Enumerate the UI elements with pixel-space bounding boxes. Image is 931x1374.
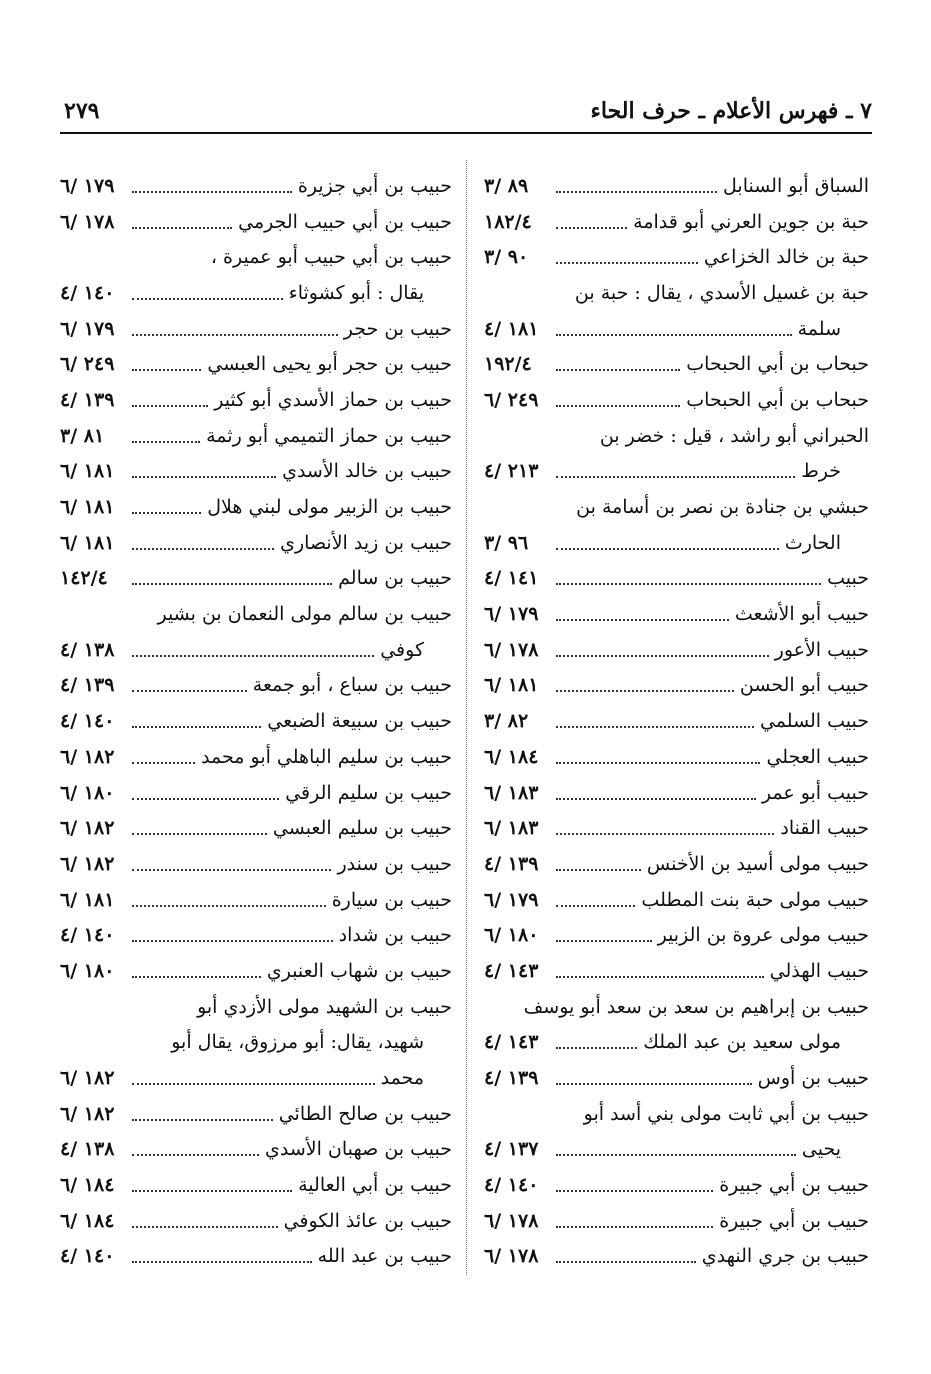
index-entry bbox=[60, 561, 452, 597]
entry-reference: ١٨٢ /٦ bbox=[60, 1067, 115, 1090]
dot-leader bbox=[556, 191, 717, 193]
dot-leader bbox=[132, 1119, 273, 1121]
entry-reference: ١٣٨ /٤ bbox=[60, 638, 115, 661]
entry-name: حبيب بن سليم الباهلي أبو محمد bbox=[201, 745, 452, 768]
entry-reference: ١٧٩ /٦ bbox=[484, 888, 539, 911]
entry-name: حبة بن خالد الخزاعي bbox=[703, 246, 869, 269]
dot-leader bbox=[132, 869, 331, 871]
entry-reference: ١٧٨ /٦ bbox=[60, 210, 115, 233]
index-entry bbox=[484, 1060, 869, 1096]
entry-name: حبيب بن شهاب العنبري bbox=[266, 959, 452, 982]
index-entry bbox=[60, 239, 452, 275]
dot-leader bbox=[556, 798, 756, 800]
entry-name: حبيب الأعور bbox=[774, 638, 869, 661]
index-entry bbox=[60, 311, 452, 347]
index-entry bbox=[60, 454, 452, 490]
index-entry bbox=[484, 525, 869, 561]
index-entry bbox=[484, 810, 869, 846]
dot-leader bbox=[556, 548, 779, 550]
dot-leader bbox=[556, 227, 627, 229]
entry-name: حبيب بن أبي ثابت مولى بني أسد أبو bbox=[583, 1102, 869, 1125]
entry-name: حبيب بن أبي جبيرة bbox=[719, 1174, 869, 1197]
entry-name: حبيب بن أبي العالية bbox=[298, 1174, 452, 1197]
entry-reference: ٢٤٩ /٦ bbox=[60, 353, 115, 376]
index-entry bbox=[484, 204, 869, 240]
index-entry bbox=[60, 668, 452, 704]
entry-name: حبة بن جوين العرني أبو قدامة bbox=[633, 210, 869, 233]
entry-name: حبيب بن أبي حبيب أبو عميرة ، bbox=[210, 246, 452, 269]
entry-name: حبيب bbox=[827, 567, 869, 590]
dot-leader bbox=[132, 583, 332, 585]
index-entry bbox=[484, 311, 869, 347]
dot-leader bbox=[556, 762, 760, 764]
dot-leader bbox=[556, 690, 734, 692]
entry-reference: ١٤٠ /٤ bbox=[60, 281, 115, 304]
entry-name: حبيب بن الشهيد مولى الأزدي أبو bbox=[197, 995, 452, 1018]
entry-name: حبيب بن حجر bbox=[343, 317, 452, 340]
index-entry bbox=[60, 1025, 452, 1061]
dot-leader bbox=[556, 905, 635, 907]
dot-leader bbox=[132, 334, 338, 336]
index-entry bbox=[60, 1132, 452, 1168]
entry-reference: ١٨٢/٤ bbox=[484, 210, 532, 233]
entry-reference: ١٧٨ /٦ bbox=[484, 638, 539, 661]
entry-reference: ١٧٨ /٦ bbox=[484, 1245, 539, 1268]
index-entry bbox=[60, 882, 452, 918]
entry-reference: ١٣٧ /٤ bbox=[484, 1138, 539, 1161]
entry-reference: ٨٢ /٣ bbox=[484, 710, 529, 733]
entry-name: حبيب بن شداد bbox=[338, 924, 452, 947]
entry-name: حبيب أبو الأشعث bbox=[734, 603, 869, 626]
index-entry bbox=[484, 882, 869, 918]
entry-name: حبيب العجلي bbox=[766, 745, 869, 768]
entry-reference: ١٨١ /٦ bbox=[60, 460, 115, 483]
dot-leader bbox=[556, 1226, 713, 1228]
entry-reference: ٨٩ /٣ bbox=[484, 174, 529, 197]
entry-name: حبيب بن الزبير مولى لبني هلال bbox=[207, 496, 452, 519]
entry-reference: ١٤٣ /٤ bbox=[484, 1031, 539, 1054]
entry-name: حبيب بن سليم العبسي bbox=[272, 817, 452, 840]
entry-reference: ١٨٠ /٦ bbox=[60, 959, 115, 982]
dot-leader bbox=[556, 619, 729, 621]
entry-reference: ١٧٩ /٦ bbox=[60, 317, 115, 340]
index-entry bbox=[60, 275, 452, 311]
index-entry bbox=[60, 917, 452, 953]
dot-leader bbox=[556, 726, 754, 728]
entry-name: حبيب بن سبيعة الضبعي bbox=[267, 710, 452, 733]
dot-leader bbox=[132, 548, 274, 550]
index-entry bbox=[484, 1167, 869, 1203]
dot-leader bbox=[556, 869, 641, 871]
entry-name: حبيب بن إبراهيم بن سعد بن سعد أبو يوسف bbox=[523, 995, 869, 1018]
dot-leader bbox=[132, 690, 247, 692]
entry-reference: ١٣٨ /٤ bbox=[60, 1138, 115, 1161]
dot-leader bbox=[132, 191, 292, 193]
entry-name: حبيب بن جري النهدي bbox=[701, 1245, 869, 1268]
dot-leader bbox=[132, 369, 201, 371]
entry-reference: ٨١ /٣ bbox=[60, 424, 105, 447]
dot-leader bbox=[132, 726, 261, 728]
entry-name: يقال : أبو كشوثاء bbox=[288, 281, 424, 304]
dot-leader bbox=[556, 1190, 713, 1192]
dot-leader bbox=[556, 476, 795, 478]
dot-leader bbox=[132, 976, 261, 978]
entry-reference: ١٧٨ /٦ bbox=[484, 1209, 539, 1232]
index-entry bbox=[60, 525, 452, 561]
entry-reference: ١٤٣ /٤ bbox=[484, 959, 539, 982]
dot-leader bbox=[556, 1261, 696, 1263]
entry-reference: ١٧٩ /٦ bbox=[60, 174, 115, 197]
entry-name: حبيب بن أوس bbox=[757, 1067, 869, 1090]
dot-leader bbox=[556, 1047, 637, 1049]
dot-leader bbox=[132, 512, 201, 514]
index-entry bbox=[484, 561, 869, 597]
entry-reference: ١٨٤ /٦ bbox=[60, 1209, 115, 1232]
entry-name: حبيب بن سليم الرقي bbox=[285, 781, 452, 804]
entry-name: خرط bbox=[801, 460, 841, 483]
entry-reference: ١٨١ /٤ bbox=[484, 317, 539, 340]
index-entry bbox=[484, 846, 869, 882]
entry-name: حبيب بن حجر أبو يحيى العبسي bbox=[207, 353, 452, 376]
entry-name: حبيب أبو عمر bbox=[761, 781, 869, 804]
index-entry bbox=[60, 989, 452, 1025]
entry-name: الحارث bbox=[784, 531, 841, 554]
entry-name: حبيب مولى حبة بنت المطلب bbox=[641, 888, 869, 911]
dot-leader bbox=[556, 1083, 752, 1085]
dot-leader bbox=[132, 1190, 292, 1192]
entry-name: حبيب بن زيد الأنصاري bbox=[280, 531, 452, 554]
entry-reference: ١٤١ /٤ bbox=[484, 567, 539, 590]
index-entry bbox=[60, 846, 452, 882]
index-entry bbox=[484, 917, 869, 953]
index-entry bbox=[484, 239, 869, 275]
entry-reference: ٩٠ /٣ bbox=[484, 246, 529, 269]
entry-reference: ٩٦ /٣ bbox=[484, 531, 529, 554]
entry-reference: ١٨٣ /٦ bbox=[484, 817, 539, 840]
index-entry bbox=[60, 1167, 452, 1203]
entry-name: حبيب بن عبد الله bbox=[317, 1245, 452, 1268]
index-entry bbox=[60, 418, 452, 454]
dot-leader bbox=[132, 940, 333, 942]
index-entry bbox=[60, 382, 452, 418]
entry-reference: ١٨١ /٦ bbox=[60, 531, 115, 554]
dot-leader bbox=[132, 405, 208, 407]
dot-leader bbox=[556, 262, 698, 264]
index-entry bbox=[60, 204, 452, 240]
dot-leader bbox=[556, 976, 764, 978]
index-entry bbox=[484, 418, 869, 454]
entry-name: حبيب مولى عروة بن الزبير bbox=[657, 924, 869, 947]
entry-name: حبيب بن حماز التميمي أبو رثمة bbox=[206, 424, 452, 447]
entry-reference: ١٤٢/٤ bbox=[60, 567, 108, 590]
page-number: ٢٧٩ bbox=[64, 98, 100, 124]
index-entry bbox=[60, 1060, 452, 1096]
dot-leader bbox=[556, 405, 680, 407]
entry-name: مولى سعيد بن عبد الملك bbox=[643, 1031, 841, 1054]
index-entry bbox=[60, 168, 452, 204]
index-entry bbox=[484, 275, 869, 311]
dot-leader bbox=[132, 762, 195, 764]
index-entry bbox=[60, 489, 452, 525]
entry-reference: ١٨٢ /٦ bbox=[60, 1102, 115, 1125]
entry-name: كوفي bbox=[380, 638, 424, 661]
index-entry bbox=[484, 346, 869, 382]
index-entry bbox=[484, 1132, 869, 1168]
index-entry bbox=[60, 703, 452, 739]
entry-name: حبيب مولى أسيد بن الأخنس bbox=[646, 852, 869, 875]
entry-reference: ١٤٠ /٤ bbox=[484, 1174, 539, 1197]
entry-reference: ١٨٢ /٦ bbox=[60, 817, 115, 840]
entry-reference: ١٨١ /٦ bbox=[60, 888, 115, 911]
entry-reference: ١٣٩ /٤ bbox=[60, 674, 115, 697]
entry-reference: ١٨٢ /٦ bbox=[60, 745, 115, 768]
index-entry bbox=[60, 739, 452, 775]
dot-leader bbox=[132, 298, 283, 300]
index-entry bbox=[60, 346, 452, 382]
entry-name: حبيب بن أبي حبيب الجرمي bbox=[238, 210, 452, 233]
dot-leader bbox=[556, 940, 652, 942]
index-entry bbox=[484, 1239, 869, 1275]
entry-name: السباق أبو السنابل bbox=[723, 174, 869, 197]
entry-name: حبيب بن حماز الأسدي أبو كثير bbox=[214, 388, 452, 411]
index-entry bbox=[484, 775, 869, 811]
entry-reference: ٢٤٩ /٦ bbox=[484, 388, 539, 411]
entry-name: حبيب بن صالح الطائي bbox=[278, 1102, 452, 1125]
dot-leader bbox=[556, 334, 792, 336]
entry-reference: ١٨١ /٦ bbox=[60, 496, 115, 519]
dot-leader bbox=[132, 227, 232, 229]
dot-leader bbox=[556, 655, 769, 657]
entry-name: حبيب أبو الحسن bbox=[739, 674, 869, 697]
dot-leader bbox=[132, 798, 279, 800]
dot-leader bbox=[556, 369, 680, 371]
index-entry bbox=[60, 1239, 452, 1275]
index-entry bbox=[484, 489, 869, 525]
entry-name: حبيب الهذلي bbox=[769, 959, 869, 982]
dot-leader bbox=[132, 476, 276, 478]
dot-leader bbox=[556, 583, 821, 585]
index-entry bbox=[484, 739, 869, 775]
entry-reference: ١٣٩ /٤ bbox=[60, 388, 115, 411]
column-divider bbox=[466, 160, 467, 1275]
entry-name: يحيى bbox=[801, 1138, 841, 1161]
dot-leader bbox=[556, 833, 774, 835]
index-entry bbox=[60, 810, 452, 846]
entry-name: حبيب بن عائذ الكوفي bbox=[283, 1209, 452, 1232]
entry-name: حبشي بن جنادة بن نصر بن أسامة بن bbox=[576, 496, 869, 519]
index-entry bbox=[60, 1203, 452, 1239]
entry-name: حبة بن غسيل الأسدي ، يقال : حبة بن bbox=[574, 281, 869, 304]
index-entry bbox=[484, 668, 869, 704]
entry-reference: ١٩٢/٤ bbox=[484, 353, 532, 376]
entry-reference: ١٧٩ /٦ bbox=[484, 603, 539, 626]
entry-name: حبيب بن سالم مولى النعمان بن بشير bbox=[157, 603, 452, 626]
entry-name: حبيب بن سالم bbox=[338, 567, 452, 590]
entry-reference: ١٤٠ /٤ bbox=[60, 710, 115, 733]
dot-leader bbox=[132, 905, 326, 907]
entry-reference: ١٨٢ /٦ bbox=[60, 852, 115, 875]
index-entry bbox=[484, 168, 869, 204]
dot-leader bbox=[132, 1261, 312, 1263]
page-header bbox=[60, 92, 872, 134]
index-column-right bbox=[484, 168, 869, 1278]
dot-leader bbox=[132, 441, 200, 443]
index-entry bbox=[484, 703, 869, 739]
entry-name: حبحاب بن أبي الحبحاب bbox=[686, 353, 869, 376]
dot-leader bbox=[132, 1226, 278, 1228]
index-entry bbox=[484, 596, 869, 632]
index-entry bbox=[484, 382, 869, 418]
entry-name: الحبراني أبو راشد ، قيل : خضر بن bbox=[599, 424, 869, 447]
entry-reference: ١٤٠ /٤ bbox=[60, 924, 115, 947]
entry-name: محمد bbox=[380, 1067, 424, 1090]
index-entry bbox=[60, 596, 452, 632]
index-entry bbox=[484, 953, 869, 989]
dot-leader bbox=[132, 833, 267, 835]
dot-leader bbox=[556, 1154, 796, 1156]
index-entry bbox=[484, 1025, 869, 1061]
index-entry bbox=[484, 1203, 869, 1239]
index-entry bbox=[484, 632, 869, 668]
entry-reference: ١٨٤ /٦ bbox=[60, 1174, 115, 1197]
index-column-left bbox=[60, 168, 452, 1278]
index-entry bbox=[484, 989, 869, 1025]
entry-reference: ١٤٠ /٤ bbox=[60, 1245, 115, 1268]
dot-leader bbox=[132, 655, 374, 657]
entry-reference: ١٣٩ /٤ bbox=[484, 852, 539, 875]
entry-name: حبيب القناد bbox=[780, 817, 869, 840]
entry-reference: ١٣٩ /٤ bbox=[484, 1067, 539, 1090]
entry-name: حبحاب بن أبي الحبحاب bbox=[686, 388, 869, 411]
index-entry bbox=[60, 1096, 452, 1132]
entry-name: حبيب السلمي bbox=[759, 710, 869, 733]
entry-reference: ١٨٣ /٦ bbox=[484, 781, 539, 804]
dot-leader bbox=[132, 1083, 375, 1085]
entry-name: حبيب بن سباع ، أبو جمعة bbox=[252, 674, 452, 697]
entry-reference: ١٨٠ /٦ bbox=[484, 924, 539, 947]
index-entry bbox=[60, 953, 452, 989]
entry-name: حبيب بن سندر bbox=[337, 852, 452, 875]
entry-name: حبيب بن أبي جزيرة bbox=[297, 174, 452, 197]
entry-reference: ٢١٣ /٤ bbox=[484, 460, 539, 483]
entry-name: حبيب بن أبي جبيرة bbox=[719, 1209, 869, 1232]
dot-leader bbox=[132, 1154, 259, 1156]
entry-reference: ١٨١ /٦ bbox=[484, 674, 539, 697]
entry-name: حبيب بن خالد الأسدي bbox=[282, 460, 452, 483]
entry-reference: ١٨٤ /٦ bbox=[484, 745, 539, 768]
entry-name: حبيب بن صهبان الأسدي bbox=[265, 1138, 452, 1161]
entry-name: سلمة bbox=[797, 317, 841, 340]
index-entry bbox=[484, 454, 869, 490]
section-title: ٧ ـ فهرس الأعلام ـ حرف الحاء bbox=[590, 98, 872, 124]
index-entry bbox=[484, 1096, 869, 1132]
entry-reference: ١٨٠ /٦ bbox=[60, 781, 115, 804]
entry-name: شهيد، يقال: أبو مرزوق، يقال أبو bbox=[171, 1031, 424, 1054]
entry-name: حبيب بن سيارة bbox=[331, 888, 452, 911]
index-entry bbox=[60, 775, 452, 811]
index-entry bbox=[60, 632, 452, 668]
